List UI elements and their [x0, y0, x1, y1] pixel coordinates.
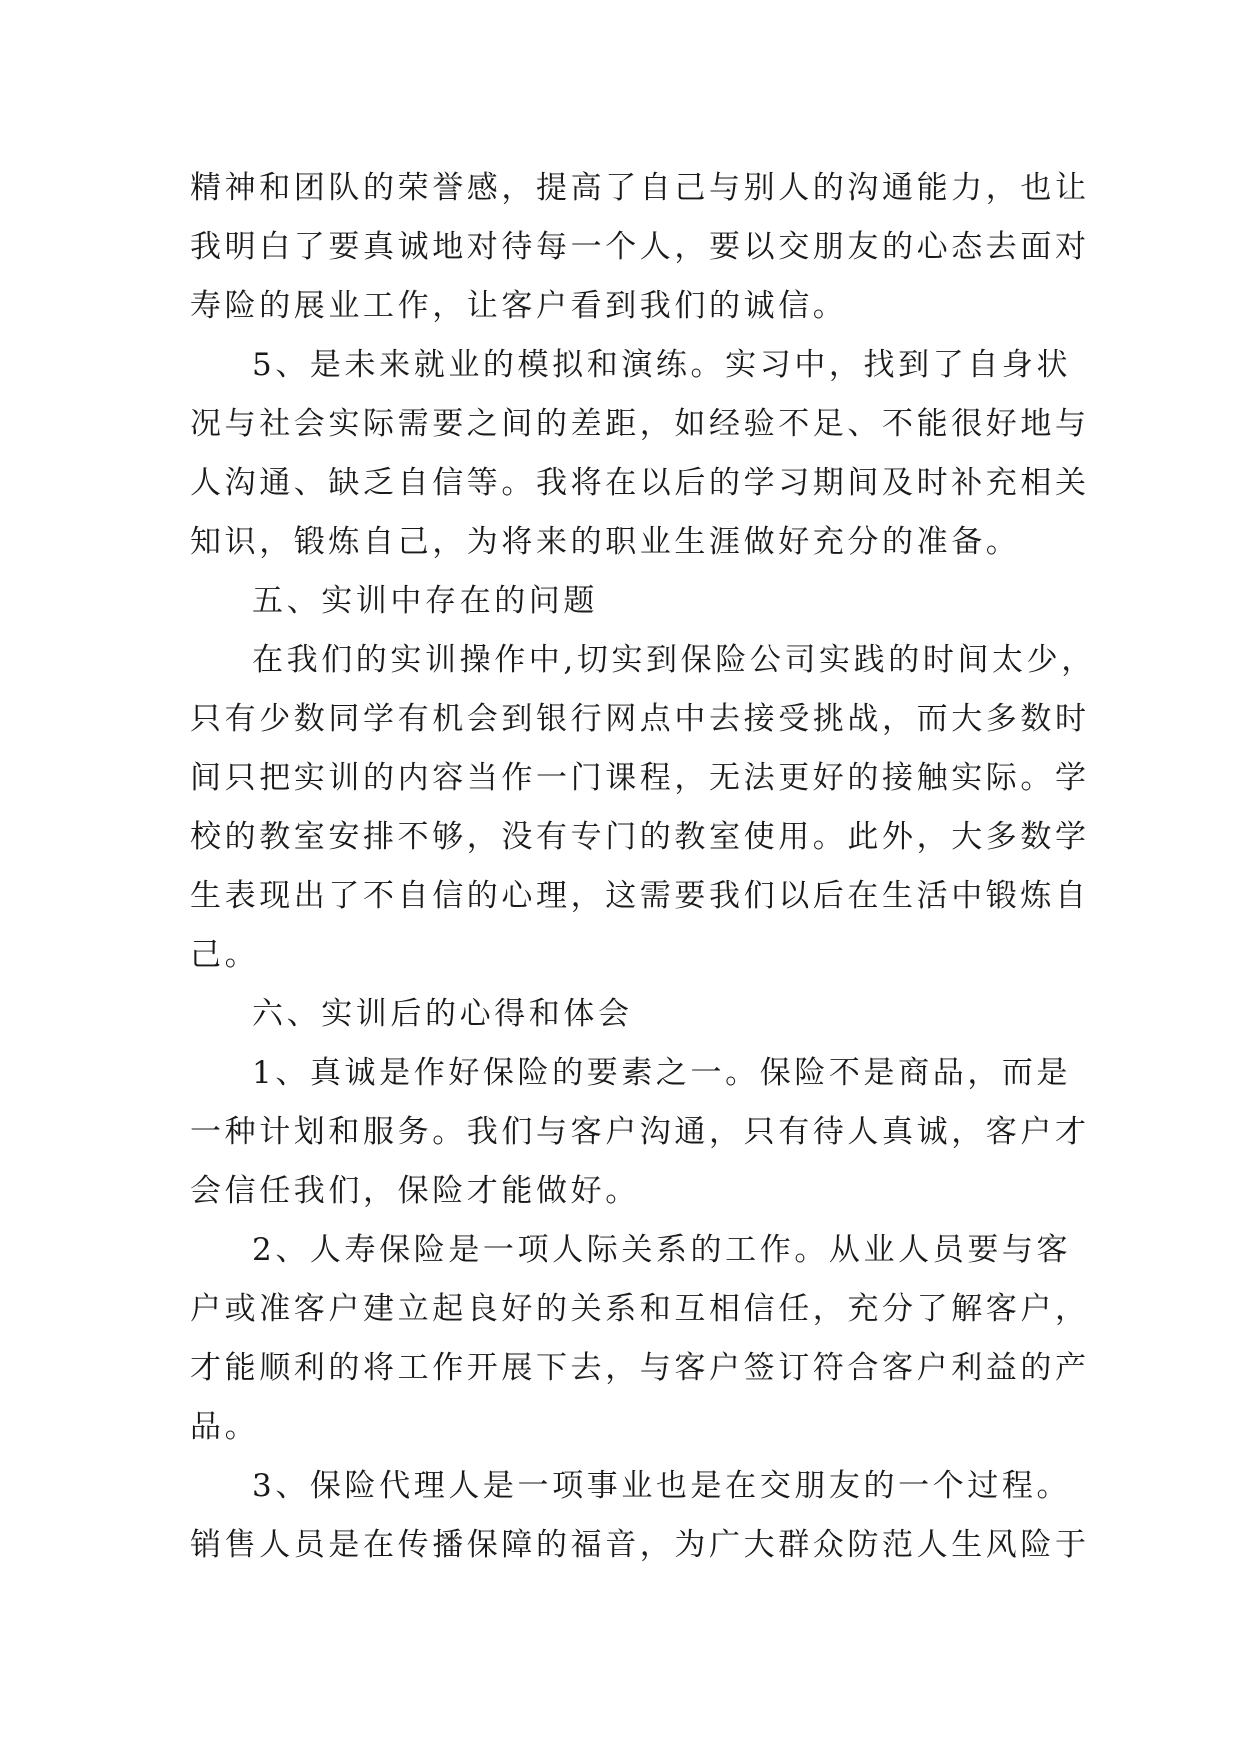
text-line: 2、人寿保险是一项人际关系的工作。从业人员要与客: [252, 1232, 1072, 1268]
text-line: 品。: [190, 1409, 260, 1445]
text-line: 只有少数同学有机会到银行网点中去接受挑战，而大多数时: [190, 701, 1090, 737]
text-line: 销售人员是在传播保障的福音，为广大群众防范人生风险于: [190, 1527, 1090, 1563]
text-line: 寿险的展业工作，让客户看到我们的诚信。: [190, 288, 848, 324]
section-heading: 五、实训中存在的问题: [252, 583, 598, 619]
text-line: 在我们的实训操作中,切实到保险公司实践的时间太少，: [252, 642, 1096, 678]
text-line: 我明白了要真诚地对待每一个人，要以交朋友的心态去面对: [190, 229, 1090, 265]
text-line: 生表现出了不自信的心理，这需要我们以后在生活中锻炼自: [190, 878, 1090, 914]
text-line: 况与社会实际需要之间的差距，如经验不足、不能很好地与: [190, 406, 1090, 442]
text-line: 3、保险代理人是一项事业也是在交朋友的一个过程。: [252, 1468, 1072, 1504]
text-line: 会信任我们，保险才能做好。: [190, 1173, 640, 1209]
text-line: 1、真诚是作好保险的要素之一。保险不是商品，而是: [252, 1055, 1072, 1091]
section-heading: 六、实训后的心得和体会: [252, 996, 633, 1032]
text-line: 间只把实训的内容当作一门课程，无法更好的接触实际。学: [190, 760, 1090, 796]
text-line: 精神和团队的荣誉感，提高了自己与别人的沟通能力，也让: [190, 170, 1090, 206]
text-line: 己。: [190, 937, 260, 973]
text-line: 人沟通、缺乏自信等。我将在以后的学习期间及时补充相关: [190, 465, 1090, 501]
text-line: 校的教室安排不够，没有专门的教室使用。此外，大多数学: [190, 819, 1090, 855]
text-line: 5、是未来就业的模拟和演练。实习中，找到了自身状: [252, 347, 1072, 383]
text-line: 户或准客户建立起良好的关系和互相信任，充分了解客户，: [190, 1291, 1090, 1327]
text-line: 一种计划和服务。我们与客户沟通，只有待人真诚，客户才: [190, 1114, 1090, 1150]
text-line: 才能顺利的将工作开展下去，与客户签订符合客户利益的产: [190, 1350, 1090, 1386]
text-line: 知识，锻炼自己，为将来的职业生涯做好充分的准备。: [190, 524, 1021, 560]
